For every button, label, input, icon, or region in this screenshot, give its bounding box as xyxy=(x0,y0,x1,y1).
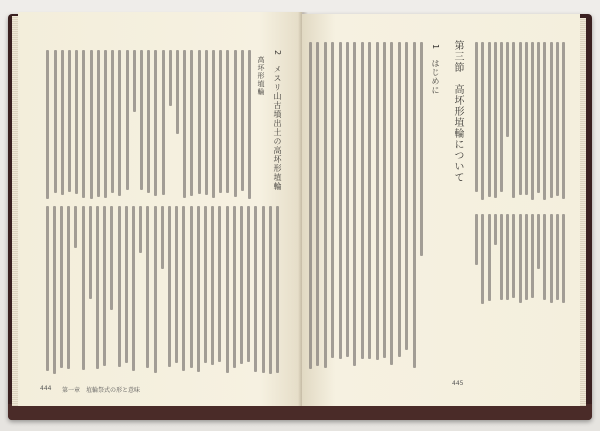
text-column xyxy=(90,50,93,199)
text-column xyxy=(226,206,229,373)
text-column xyxy=(204,206,207,363)
right-page-stack-edge xyxy=(580,18,586,406)
text-column xyxy=(247,206,250,362)
text-column xyxy=(556,42,559,196)
text-column xyxy=(233,206,236,368)
text-column xyxy=(60,206,63,368)
text-column xyxy=(46,206,49,371)
text-column xyxy=(519,42,522,195)
text-column xyxy=(494,42,497,198)
text-column xyxy=(531,214,534,298)
left-running-footer: 第一章 埴輪祭式の形と意味 xyxy=(62,387,141,394)
text-column xyxy=(309,42,312,369)
text-column xyxy=(182,206,185,371)
right-page xyxy=(302,14,580,406)
text-column xyxy=(405,42,408,350)
text-column xyxy=(531,42,534,200)
text-column xyxy=(262,206,265,373)
text-column xyxy=(147,50,150,193)
text-column xyxy=(162,50,165,195)
text-column xyxy=(254,206,257,372)
text-column xyxy=(132,206,135,371)
text-column xyxy=(276,206,279,373)
text-column xyxy=(104,50,107,198)
text-column xyxy=(197,206,200,372)
text-column xyxy=(269,206,272,374)
text-column xyxy=(413,42,416,368)
left-section-heading: 2 メスリ山古墳出土の高坏形埴輪 xyxy=(273,50,282,192)
text-column xyxy=(506,214,509,300)
text-column xyxy=(494,214,497,245)
text-column xyxy=(488,42,491,197)
text-column xyxy=(154,206,157,373)
text-column xyxy=(118,50,121,196)
text-column xyxy=(82,206,85,370)
text-column xyxy=(168,206,171,367)
text-column xyxy=(190,50,193,196)
text-column xyxy=(339,42,342,359)
text-column xyxy=(111,50,114,193)
text-column xyxy=(133,50,136,112)
text-column xyxy=(512,42,515,198)
text-column xyxy=(89,206,92,299)
text-column xyxy=(398,42,401,357)
text-column xyxy=(226,50,229,193)
text-column xyxy=(198,50,201,194)
text-column xyxy=(506,42,509,137)
text-column xyxy=(331,42,334,358)
right-footnotes-upper xyxy=(474,42,566,202)
text-column xyxy=(519,214,522,303)
text-column xyxy=(74,206,77,248)
text-column xyxy=(67,206,70,369)
text-column xyxy=(110,206,113,310)
text-column xyxy=(97,50,100,197)
text-column xyxy=(183,50,186,198)
text-column xyxy=(139,206,142,253)
text-column xyxy=(537,214,540,269)
text-column xyxy=(190,206,193,368)
text-column xyxy=(176,50,179,134)
text-column xyxy=(218,206,221,362)
text-column xyxy=(376,42,379,360)
text-column xyxy=(53,206,56,374)
text-column xyxy=(368,42,371,359)
left-body-text-lower xyxy=(40,206,280,374)
text-column xyxy=(525,42,528,195)
text-column xyxy=(324,42,327,368)
text-column xyxy=(125,206,128,363)
text-column xyxy=(512,214,515,298)
text-column xyxy=(75,50,78,194)
left-page xyxy=(18,12,302,406)
text-column xyxy=(54,50,57,193)
text-column xyxy=(556,214,559,300)
left-subheading: 高坏形埴輪 xyxy=(257,56,265,96)
text-column xyxy=(346,42,349,357)
left-page-number: 444 xyxy=(40,385,52,392)
text-column xyxy=(46,50,49,199)
text-column xyxy=(481,214,484,304)
text-column xyxy=(543,214,546,300)
text-column xyxy=(248,50,251,199)
right-page-number: 445 xyxy=(452,380,464,387)
text-column xyxy=(543,42,546,200)
text-column xyxy=(103,206,106,366)
text-column xyxy=(481,42,484,200)
text-column xyxy=(537,42,540,193)
text-column xyxy=(500,214,503,300)
book-cover-lower-edge xyxy=(8,404,592,420)
text-column xyxy=(161,206,164,269)
text-column xyxy=(82,50,85,198)
text-column xyxy=(211,206,214,365)
text-column xyxy=(154,50,157,196)
right-section-title: 第三節 高坏形埴輪について xyxy=(452,40,463,183)
text-column xyxy=(550,42,553,198)
text-column xyxy=(68,50,71,192)
text-column xyxy=(61,50,64,195)
text-column xyxy=(353,42,356,366)
text-column xyxy=(550,214,553,303)
text-column xyxy=(175,206,178,363)
right-subsection-heading: 1 はじめに xyxy=(431,44,440,96)
text-column xyxy=(169,50,172,106)
text-column xyxy=(500,42,503,192)
right-body-text xyxy=(308,42,424,372)
text-column xyxy=(140,50,143,190)
text-column xyxy=(316,42,319,366)
text-column xyxy=(96,206,99,369)
text-column xyxy=(212,50,215,198)
text-column xyxy=(118,206,121,367)
left-body-text-upper xyxy=(40,50,252,200)
text-column xyxy=(562,42,565,199)
text-column xyxy=(390,42,393,365)
right-footnotes-lower xyxy=(474,214,566,304)
text-column xyxy=(383,42,386,358)
text-column xyxy=(475,42,478,192)
text-column xyxy=(241,50,244,191)
text-column xyxy=(475,214,478,265)
text-column xyxy=(525,214,528,300)
text-column xyxy=(234,50,237,197)
text-column xyxy=(219,50,222,193)
text-column xyxy=(205,50,208,195)
text-column xyxy=(562,214,565,303)
text-column xyxy=(420,42,423,256)
text-column xyxy=(240,206,243,364)
text-column xyxy=(126,50,129,190)
text-column xyxy=(361,42,364,359)
text-column xyxy=(146,206,149,368)
text-column xyxy=(488,214,491,301)
